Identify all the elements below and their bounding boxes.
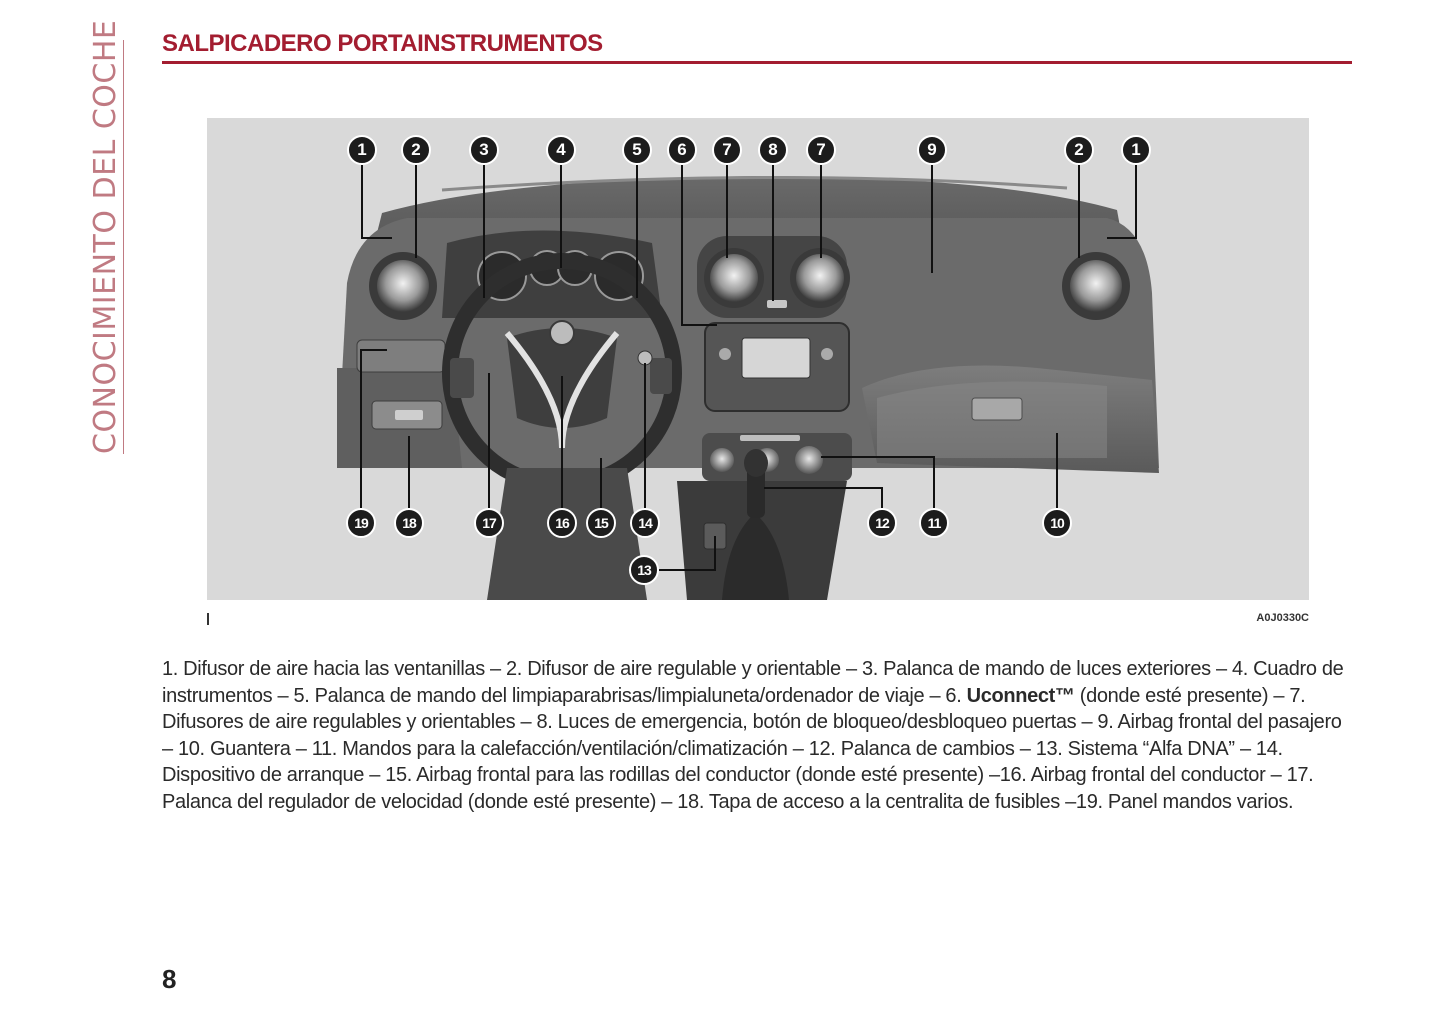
side-rule	[123, 40, 124, 454]
callout-12: 12	[867, 508, 897, 538]
callout-14: 14	[630, 508, 660, 538]
callout-4: 4	[546, 135, 576, 165]
callout-2: 2	[401, 135, 431, 165]
callout-9: 9	[917, 135, 947, 165]
callout-1: 1	[1121, 135, 1151, 165]
callout-15: 15	[586, 508, 616, 538]
callout-16: 16	[547, 508, 577, 538]
callout-19: 19	[346, 508, 376, 538]
page-number: 8	[162, 964, 177, 994]
caption-part-1: 1. Difusor de aire hacia las ventanillas – 2. Difusor de aire regulable y orientable – 3. Palanca de mando de luces exteriores – 4. Cuadro de instrumentos – 5. Palanca de mando del limpiaparabrisas/limpialuneta/ordenador de viaje – 6.	[162, 658, 1344, 707]
figure-caption	[162, 656, 1352, 816]
dashboard-figure	[207, 118, 1309, 600]
callout-5: 5	[622, 135, 652, 165]
caption-uconnect: Uconnect™	[966, 684, 1075, 707]
figure-mark	[207, 613, 209, 625]
callout-18: 18	[394, 508, 424, 538]
side-section-title	[86, 19, 126, 454]
callout-layer	[207, 118, 1309, 600]
callout-6: 6	[667, 135, 697, 165]
callout-7: 7	[712, 135, 742, 165]
callout-7: 7	[806, 135, 836, 165]
caption-part-2: (donde esté presente) – 7. Difusores de aire regulables y orientables – 8. Luces de emergencia, botón de bloqueo/desbloqueo puertas – 9. Airbag frontal del pasajero – 10. Guantera – 11. Mandos para la calefacción/ventilación/climatización – 12. Palanca de cambios – 13. Sistema “Alfa DNA” – 14. Dispositivo de arranque – 15. Airbag frontal para las rodillas del conductor (donde esté presente) –16. Airbag frontal del conductor – 17. Palanca del regulador de velocidad (donde esté presente) – 18. Tapa de acceso a la centralita de fusibles –19. Panel mandos varios.	[162, 684, 1342, 813]
page-title: SALPICADERO PORTAINSTRUMENTOS	[162, 30, 603, 57]
title-rule	[162, 61, 1352, 64]
callout-1: 1	[347, 135, 377, 165]
callout-13: 13	[629, 555, 659, 585]
callout-8: 8	[758, 135, 788, 165]
callout-3: 3	[469, 135, 499, 165]
callout-17: 17	[474, 508, 504, 538]
callout-11: 11	[919, 508, 949, 538]
figure-code: A0J0330C	[1256, 612, 1309, 624]
side-section-text: CONOCIMIENTO DEL COCHE	[88, 19, 123, 454]
callout-10: 10	[1042, 508, 1072, 538]
callout-2: 2	[1064, 135, 1094, 165]
